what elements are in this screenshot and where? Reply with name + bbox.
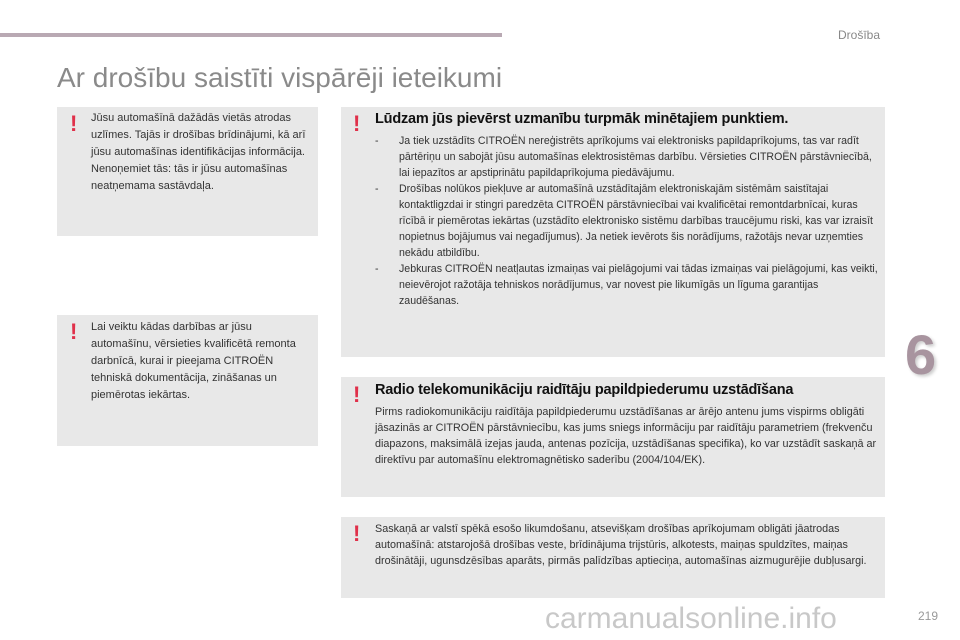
note-text: Jūsu automašīnā dažādās vietās atrodas uzlīmes. Tajās ir drošības brīdinājumi, kā arī jūsu automašīnas identifikācijas informācija. Nenoņemiet tās: tās ir jūsu automašīnas neatņemama sastāvdaļa. xyxy=(91,112,306,192)
box-text: Pirms radiokomunikāciju raidītāja papildpiederumu uzstādīšanas ar ārējo antenu jums vispirms obligāti jāsazinās ar CITROËN pārstāvniecību, kas jums sniegs informāciju par raidītāju parametriem (frekvenču diapazons, maksimālā izejas jauda, antenas pozīcija, uzstādīšanas specifika), ko var uzstādīt saskaņā ar direktīvu par automašīnu elektromagnētisko saderību (2004/104/EK). xyxy=(375,406,877,466)
header-bar xyxy=(0,33,502,37)
section-label: Drošība xyxy=(838,28,881,42)
warning-icon: ! xyxy=(70,111,78,136)
box-heading: Radio telekomunikāciju raidītāju papildpiederumu uzstādīšana xyxy=(375,382,794,398)
warning-icon: ! xyxy=(353,111,361,136)
list-item: - Drošības nolūkos piekļuve ar automašīnā uzstādītajām elektroniskajām sistēmām saistītajai kontaktligzdai ir stingri paredzēta CITROËN pārstāvniecībai vai kvalificētai remontdarbnīcai, kuras rīcībā ir piemērotas iekārtas (uzstādīto elektronisko sistēmu darbības traucējumu riski, kas var izraisīt nopietnus bojājumus vai negadījumus). Ja netiek ievērots šis norādījums, ražotājs nevar uzņemties nekādu atbildību. xyxy=(375,181,880,261)
list-item: - Jebkuras CITROËN neatļautas izmaiņas vai pielāgojumi vai tādas izmaiņas vai pielāgojumi, kas veikti, neievērojot ražotāja tehniskos norādījumus, var novest pie likumīgās un līguma garantijas zaudēšanas. xyxy=(375,261,880,309)
box-text: Saskaņā ar valstī spēkā esošo likumdošanu, atsevišķam drošības aprīkojumam obligāti jāatrodas automašīnā: atstarojošā drošības veste, brīdinājuma trijstūris, alkotests, maiņas spuldzītes, maiņas drošinātāji, ugunsdzēsības aparāts, pirmās palīdzības aptieciņa, automašīnas aizmugurējie dubļusargi. xyxy=(375,523,867,567)
warning-icon: ! xyxy=(70,319,78,344)
list-item: - Ja tiek uzstādīts CITROËN nereģistrēts aprīkojums vai elektronisks papildaprīkojums, tas var radīt pārtēriņu un sabojāt jūsu automašīnas elektrosistēmas darbību. Vērsieties CITROËN pārstāvniecībā, lai iepazītos ar apstiprinātu papildaprīkojuma piedāvājumu. xyxy=(375,133,880,181)
watermark: carmanualsonline.info xyxy=(545,602,837,635)
note-box-radio xyxy=(341,377,885,497)
page-number: 219 xyxy=(918,609,939,623)
note-box-law xyxy=(341,517,885,598)
note-box-workshop xyxy=(57,315,318,446)
warning-icon: ! xyxy=(353,382,361,407)
chapter-number: 6 xyxy=(905,323,937,386)
note-box-attention xyxy=(341,107,885,357)
note-text: Lai veiktu kādas darbības ar jūsu automašīnu, vērsieties kvalificētā remonta darbnīcā, kurai ir pieejama CITROËN tehniskā dokumentācija, zināšanas un piemērotas iekārtas. xyxy=(91,321,296,401)
note-box-stickers xyxy=(57,107,318,236)
warning-icon: ! xyxy=(353,521,361,546)
attention-list xyxy=(375,133,880,309)
page-title: Ar drošību saistīti vispārēji ieteikumi xyxy=(57,62,503,93)
box-heading: Lūdzam jūs pievērst uzmanību turpmāk minētajiem punktiem. xyxy=(375,111,789,127)
